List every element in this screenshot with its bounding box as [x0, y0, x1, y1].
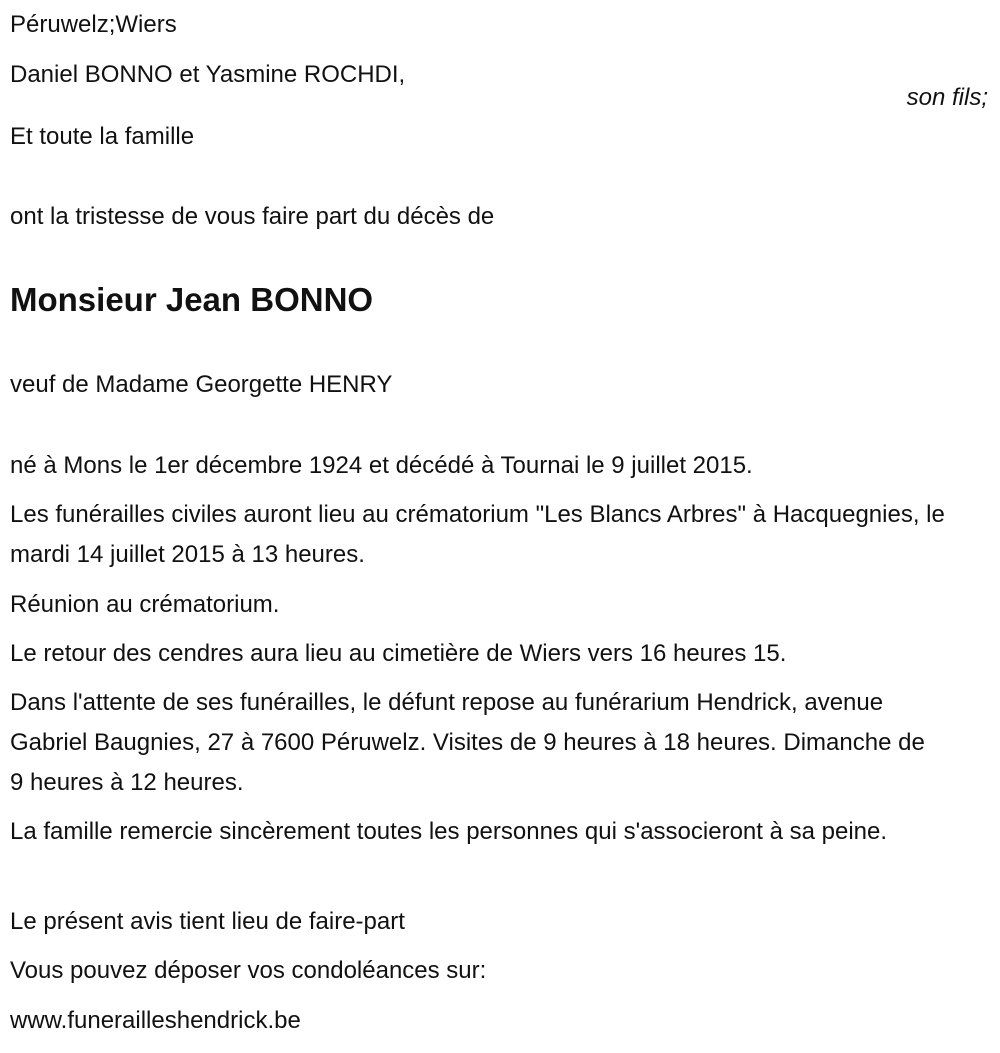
announcement: ont la tristesse de vous faire part du décès de	[10, 203, 495, 230]
paragraph-thanks: La famille remercie sincèrement toutes les personnes qui s'associeront à sa peine.	[10, 818, 888, 845]
place: Péruwelz;Wiers	[10, 11, 177, 38]
family-rest: Et toute la famille	[10, 123, 195, 150]
paragraph-visitation: Dans l'attente de ses funérailles, le défunt repose au funérarium Hendrick, avenue Gabriel Baugnies, 27 à 7600 Péruwelz. Visites de 9 heures à 18 heures. Dimanche de 9 heures à 12 heures.	[10, 689, 925, 796]
family-names: Daniel BONNO et Yasmine ROCHDI,	[10, 61, 406, 88]
paragraph-condolences: Vous pouvez déposer vos condoléances sur:	[10, 957, 487, 984]
deceased-name: Monsieur Jean BONNO	[10, 281, 374, 318]
relation: son fils;	[906, 84, 988, 111]
paragraph-meeting: Réunion au crématorium.	[10, 591, 280, 618]
paragraph-ashes: Le retour des cendres aura lieu au cimetière de Wiers vers 16 heures 15.	[10, 640, 787, 667]
paragraph-funeral: Les funérailles civiles auront lieu au crématorium "Les Blancs Arbres" à Hacquegnies, le mardi 14 juillet 2015 à 13 heures.	[10, 501, 945, 568]
website-link[interactable]: www.funerailleshendrick.be	[10, 1007, 301, 1034]
paragraph-notice: Le présent avis tient lieu de faire-part	[10, 908, 405, 935]
paragraph-birth-death: né à Mons le 1er décembre 1924 et décédé à Tournai le 9 juillet 2015.	[10, 452, 753, 479]
widow-of: veuf de Madame Georgette HENRY	[10, 371, 393, 398]
